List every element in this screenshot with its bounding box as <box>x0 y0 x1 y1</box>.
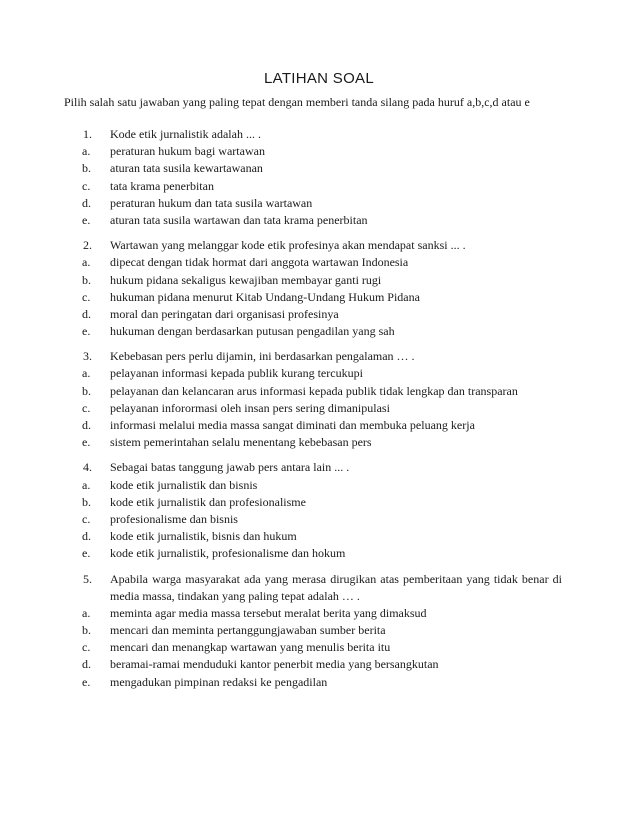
question-text: Kebebasan pers perlu dijamin, ini berdasarkan pengalaman … . <box>110 349 415 364</box>
option-label: c. <box>82 400 91 415</box>
question-4 <box>0 459 638 562</box>
option-text: tata krama penerbitan <box>110 178 214 193</box>
option-text: kode etik jurnalistik, bisnis dan hukum <box>110 529 297 544</box>
option-label: a. <box>82 255 91 270</box>
question-text: Apabila warga masyarakat ada yang merasa dirugikan atas pemberitaan yang tidak benar di media massa, tindakan yang paling tepat adalah … . <box>110 571 562 603</box>
option-b[interactable] <box>0 622 638 639</box>
question-text: Kode etik jurnalistik adalah ... . <box>110 127 261 141</box>
option-d[interactable] <box>0 306 638 323</box>
option-a[interactable] <box>0 605 638 622</box>
option-text: pelayanan dan kelancaran arus informasi kepada publik tidak lengkap dan transparan <box>110 383 518 398</box>
question-list <box>0 126 638 699</box>
option-d[interactable] <box>0 195 638 212</box>
option-c[interactable] <box>0 639 638 656</box>
option-text: pelayanan informasi kepada publik kurang tercukupi <box>110 366 363 381</box>
question-text: Wartawan yang melanggar kode etik profesinya akan mendapat sanksi ... . <box>110 238 466 253</box>
option-text: kode etik jurnalistik dan profesionalisme <box>110 494 306 509</box>
option-e[interactable] <box>0 434 638 451</box>
option-text: peraturan hukum bagi wartawan <box>110 144 265 159</box>
question-number: 1. <box>83 127 92 141</box>
option-label: d. <box>82 529 91 544</box>
option-label: a. <box>82 605 91 620</box>
option-text: kode etik jurnalistik dan bisnis <box>110 477 258 492</box>
option-text: beramai-ramai menduduki kantor penerbit media yang bersangkutan <box>110 657 439 672</box>
option-label: b. <box>82 383 91 398</box>
option-text: moral dan peringatan dari organisasi profesinya <box>110 306 339 321</box>
option-b[interactable] <box>0 494 638 511</box>
question-stem <box>0 126 638 143</box>
option-label: b. <box>82 623 91 638</box>
question-stem <box>0 348 638 365</box>
question-number: 5. <box>83 571 92 586</box>
option-text: pelayanan inforormasi oleh insan pers sering dimanipulasi <box>110 400 390 415</box>
option-label: d. <box>82 657 91 672</box>
option-c[interactable] <box>0 511 638 528</box>
option-label: a. <box>82 366 91 381</box>
option-b[interactable] <box>0 383 638 400</box>
option-e[interactable] <box>0 545 638 562</box>
option-a[interactable] <box>0 365 638 382</box>
question-number: 4. <box>83 460 92 475</box>
option-text: mengadukan pimpinan redaksi ke pengadilan <box>110 674 328 689</box>
option-label: c. <box>82 178 91 193</box>
option-d[interactable] <box>0 656 638 673</box>
option-label: a. <box>82 477 91 492</box>
instruction-text: Pilih salah satu jawaban yang paling tepat dengan memberi tanda silang pada huruf a,b,c,d atau e <box>64 95 530 109</box>
question-stem <box>0 571 638 605</box>
option-text: hukum pidana sekaligus kewajiban membayar ganti rugi <box>110 272 382 287</box>
option-label: e. <box>82 435 91 450</box>
option-d[interactable] <box>0 528 638 545</box>
option-text: hukuman dengan berdasarkan putusan pengadilan yang sah <box>110 324 395 339</box>
option-c[interactable] <box>0 289 638 306</box>
option-b[interactable] <box>0 160 638 177</box>
option-text: kode etik jurnalistik, profesionalisme dan hokum <box>110 546 346 561</box>
option-label: a. <box>82 144 91 159</box>
option-e[interactable] <box>0 323 638 340</box>
option-a[interactable] <box>0 254 638 271</box>
option-label: b. <box>82 494 91 509</box>
option-label: e. <box>82 674 91 689</box>
option-e[interactable] <box>0 212 638 229</box>
option-text: mencari dan menangkap wartawan yang menulis berita itu <box>110 640 391 655</box>
option-text: peraturan hukum dan tata susila wartawan <box>110 195 313 210</box>
option-label: b. <box>82 272 91 287</box>
option-label: e. <box>82 212 91 227</box>
option-text: hukuman pidana menurut Kitab Undang-Undang Hukum Pidana <box>110 289 420 304</box>
option-label: d. <box>82 195 91 210</box>
option-text: profesionalisme dan bisnis <box>110 511 238 526</box>
question-text: Sebagai batas tanggung jawab pers antara lain ... . <box>110 460 350 475</box>
option-a[interactable] <box>0 143 638 160</box>
option-label: e. <box>82 324 91 339</box>
option-e[interactable] <box>0 674 638 691</box>
option-d[interactable] <box>0 417 638 434</box>
option-label: c. <box>82 640 91 655</box>
option-text: mencari dan meminta pertanggungjawaban sumber berita <box>110 623 386 638</box>
option-label: b. <box>82 161 91 176</box>
option-text: informasi melalui media massa sangat diminati dan membuka peluang kerja <box>110 418 475 432</box>
option-text: aturan tata susila wartawan dan tata krama penerbitan <box>110 212 368 227</box>
option-label: d. <box>82 418 91 432</box>
option-label: d. <box>82 306 91 321</box>
option-c[interactable] <box>0 178 638 195</box>
option-c[interactable] <box>0 400 638 417</box>
option-text: aturan tata susila kewartawanan <box>110 161 263 176</box>
page-title: LATIHAN SOAL <box>263 70 375 87</box>
question-5 <box>0 571 638 691</box>
question-stem <box>0 237 638 254</box>
option-a[interactable] <box>0 477 638 494</box>
option-label: c. <box>82 511 91 526</box>
question-stem <box>0 459 638 476</box>
option-text: sistem pemerintahan selalu menentang kebebasan pers <box>110 435 372 450</box>
question-1 <box>0 126 638 229</box>
question-number: 3. <box>83 349 92 364</box>
option-label: e. <box>82 546 91 561</box>
question-2 <box>0 237 638 340</box>
question-3 <box>0 348 638 451</box>
option-text: meminta agar media massa tersebut meralat berita yang dimaksud <box>110 605 427 620</box>
option-text: dipecat dengan tidak hormat dari anggota wartawan Indonesia <box>110 255 409 270</box>
question-number: 2. <box>83 238 92 253</box>
option-b[interactable] <box>0 272 638 289</box>
option-label: c. <box>82 289 91 304</box>
